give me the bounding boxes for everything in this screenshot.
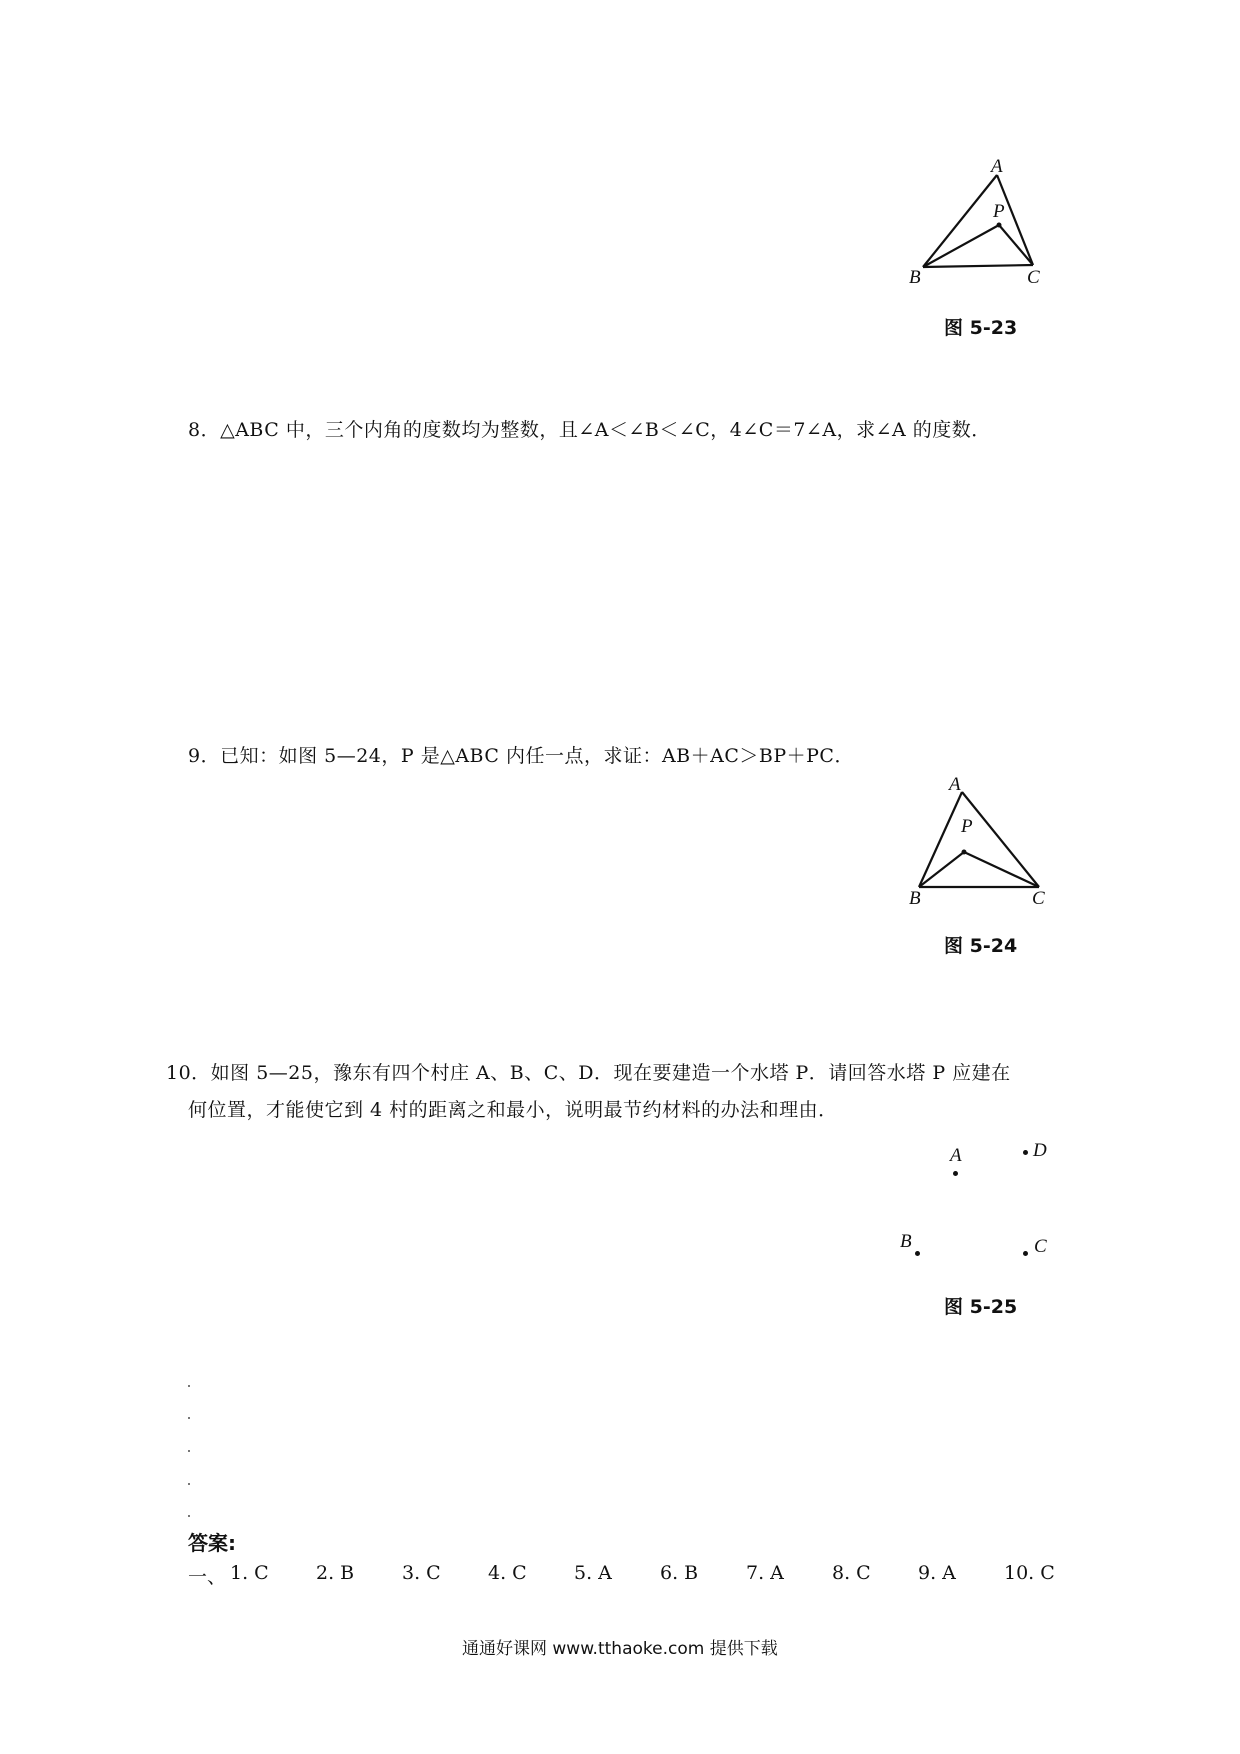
fig25-label-c: C bbox=[1034, 1236, 1047, 1257]
fig25-point-a bbox=[953, 1171, 958, 1176]
fig23-edge-pc bbox=[999, 225, 1033, 265]
answer-item: 7. A bbox=[746, 1562, 784, 1584]
answer-item: 10. C bbox=[1004, 1562, 1055, 1584]
answers-prefix: 一、 bbox=[188, 1566, 227, 1588]
fig23-point-p bbox=[997, 223, 1002, 228]
fig23-caption: 图 5-23 bbox=[944, 317, 1018, 339]
answer-item: 1. C bbox=[230, 1562, 269, 1584]
fig23-label-c: C bbox=[1027, 267, 1040, 288]
answers-row bbox=[0, 1562, 1240, 1592]
scan-mark bbox=[188, 1385, 190, 1387]
fig24-edge-ab bbox=[919, 792, 962, 887]
fig23-label-a: A bbox=[991, 156, 1003, 177]
scan-mark bbox=[188, 1515, 190, 1517]
answer-item: 4. C bbox=[488, 1562, 527, 1584]
fig25-point-c bbox=[1023, 1251, 1028, 1256]
fig25-label-d: D bbox=[1033, 1140, 1047, 1161]
fig24-label-p: P bbox=[961, 816, 973, 837]
fig24-label-b: B bbox=[909, 888, 921, 909]
scan-mark bbox=[188, 1483, 190, 1485]
fig25-caption: 图 5-25 bbox=[944, 1296, 1018, 1318]
fig24-point-p bbox=[962, 850, 967, 855]
fig23-edge-bc bbox=[923, 265, 1033, 267]
question-10-line-1: 10．如图 5—25，豫东有四个村庄 A、B、C、D．现在要建造一个水塔 P．请回答水塔 P 应建在 bbox=[166, 1062, 1011, 1084]
fig23-label-p: P bbox=[993, 201, 1005, 222]
fig25-label-b: B bbox=[900, 1231, 912, 1252]
fig25-label-a: A bbox=[950, 1145, 962, 1166]
fig24-label-c: C bbox=[1032, 888, 1045, 909]
answer-item: 3. C bbox=[402, 1562, 441, 1584]
question-8: 8．△ABC 中，三个内角的度数均为整数，且∠A＜∠B＜∠C，4∠C＝7∠A，求∠A 的度数． bbox=[188, 419, 991, 441]
figure-5-23 bbox=[905, 155, 1075, 295]
answer-item: 6. B bbox=[660, 1562, 699, 1584]
fig25-point-d bbox=[1023, 1150, 1028, 1155]
answer-item: 9. A bbox=[918, 1562, 956, 1584]
fig24-edge-ac bbox=[962, 792, 1039, 887]
answer-item: 2. B bbox=[316, 1562, 355, 1584]
scan-mark bbox=[188, 1450, 190, 1452]
scan-mark bbox=[188, 1417, 190, 1419]
fig24-label-a: A bbox=[949, 774, 961, 795]
page-footer: 通通好课网 www.tthaoke.com 提供下载 bbox=[462, 1639, 778, 1659]
fig24-caption: 图 5-24 bbox=[944, 935, 1018, 957]
answer-item: 5. A bbox=[574, 1562, 612, 1584]
answer-item: 8. C bbox=[832, 1562, 871, 1584]
fig25-point-b bbox=[915, 1251, 920, 1256]
fig23-edge-bp bbox=[923, 225, 999, 267]
question-9: 9．已知：如图 5—24，P 是△ABC 内任一点，求证：AB＋AC＞BP＋PC． bbox=[188, 745, 854, 767]
fig23-edge-ab bbox=[923, 175, 997, 267]
question-10-line-2: 何位置，才能使它到 4 村的距离之和最小，说明最节约材料的办法和理由． bbox=[188, 1099, 838, 1121]
figure-5-24 bbox=[905, 770, 1075, 920]
fig23-label-b: B bbox=[909, 267, 921, 288]
answers-heading: 答案: bbox=[188, 1531, 236, 1555]
fig24-edge-pc bbox=[964, 852, 1039, 887]
